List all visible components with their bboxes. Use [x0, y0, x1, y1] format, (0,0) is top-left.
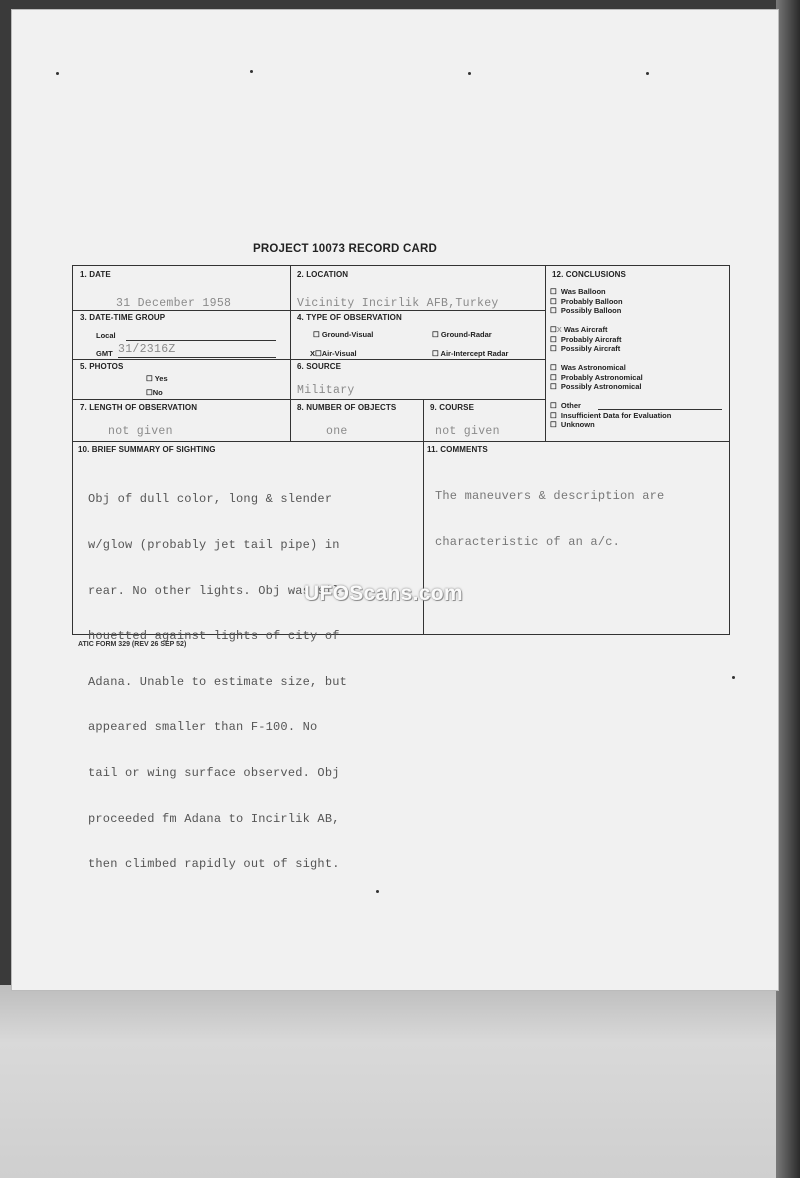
- aircraft-mark: X: [556, 325, 562, 334]
- conclusion-text: Possibly Balloon: [560, 306, 622, 315]
- checkbox: ☐: [550, 382, 557, 391]
- length-of-observation-value: not given: [108, 425, 173, 438]
- photos-no-text: No: [152, 388, 163, 397]
- checkbox: ☐: [550, 306, 557, 315]
- speck: [376, 890, 379, 893]
- scanner-edge: [776, 0, 800, 1178]
- checkbox: ☐: [550, 344, 557, 353]
- number-of-objects-value: one: [326, 425, 348, 438]
- conclusion-was-aircraft: [550, 325, 621, 335]
- speck: [250, 70, 253, 73]
- local-line: [126, 340, 276, 341]
- conclusion-possibly-astronomical: [550, 382, 643, 392]
- summary-line: rear. No other lights. Obj was sil-: [88, 583, 348, 598]
- comments-line: The maneuvers & description are: [435, 489, 665, 504]
- location-label: 2. LOCATION: [297, 270, 349, 279]
- conclusion-text: Possibly Aircraft: [560, 344, 621, 353]
- checkbox: ☐: [550, 296, 557, 306]
- checkbox: ☐: [313, 330, 320, 339]
- course-label: 9. COURSE: [430, 403, 475, 412]
- checkbox: ☐: [550, 363, 557, 372]
- number-of-objects-label: 8. NUMBER OF OBJECTS: [297, 403, 397, 412]
- watermark: UFOScans.com: [304, 582, 463, 605]
- summary-line: then climbed rapidly out of sight.: [88, 857, 340, 872]
- conclusion-possibly-aircraft: [550, 344, 621, 354]
- summary-line: Adana. Unable to estimate size, but: [88, 674, 348, 689]
- speck: [732, 676, 735, 679]
- summary-line: appeared smaller than F-100. No: [88, 720, 318, 735]
- air-intercept-radar-option: [432, 349, 508, 358]
- local-label: Local: [96, 331, 116, 340]
- conclusion-text: Probably Astronomical: [560, 372, 643, 382]
- summary-label: 10. BRIEF SUMMARY OF SIGHTING: [78, 445, 216, 454]
- air-visual-mark: X: [310, 349, 316, 358]
- air-visual-text: Air-Visual: [321, 349, 357, 358]
- air-visual-option: [310, 349, 357, 358]
- conclusion-text: Insufficient Data for Evaluation: [560, 410, 672, 420]
- comments-label: 11. COMMENTS: [427, 445, 488, 454]
- conclusion-was-balloon: [550, 287, 623, 297]
- checkbox: ☐: [550, 410, 557, 420]
- checkbox: ☐: [550, 401, 557, 410]
- ground-visual-option: [313, 330, 373, 339]
- summary-line: tail or wing surface observed. Obj: [88, 766, 340, 781]
- conclusion-text: Possibly Astronomical: [560, 382, 642, 391]
- summary-line: proceeded fm Adana to Incirlik AB,: [88, 811, 340, 826]
- conclusion-insufficient-data: [550, 411, 671, 421]
- divider: [72, 359, 545, 360]
- photos-label: 5. PHOTOS: [80, 362, 124, 371]
- gmt-label: GMT: [96, 349, 113, 358]
- date-time-group-label: 3. DATE-TIME GROUP: [80, 313, 166, 322]
- photos-yes-text: Yes: [154, 374, 168, 383]
- divider: [72, 441, 730, 442]
- ground-radar-option: [432, 330, 492, 339]
- divider: [545, 266, 546, 442]
- checkbox: ☐: [550, 325, 557, 334]
- length-of-observation-label: 7. LENGTH OF OBSERVATION: [80, 403, 198, 412]
- ground-radar-text: Ground-Radar: [440, 330, 492, 339]
- speck: [646, 72, 649, 75]
- conclusions-label: 12. CONCLUSIONS: [552, 270, 626, 279]
- comments-line: characteristic of an a/c.: [435, 535, 621, 550]
- conclusion-text: Other: [560, 401, 581, 410]
- type-of-observation-label: 4. TYPE OF OBSERVATION: [297, 313, 402, 322]
- ground-visual-text: Ground-Visual: [321, 330, 374, 339]
- conclusion-probably-balloon: [550, 297, 623, 307]
- summary-text: [88, 462, 347, 888]
- conclusions-balloon-group: [550, 287, 623, 316]
- checkbox: ☐: [146, 388, 153, 397]
- air-intercept-radar-text: Air-Intercept Radar: [440, 349, 509, 358]
- divider: [290, 266, 291, 442]
- summary-line: Obj of dull color, long & slender: [88, 492, 333, 507]
- checkbox: ☐: [315, 349, 322, 358]
- conclusions-other-group: [550, 401, 671, 430]
- source-label: 6. SOURCE: [297, 362, 342, 371]
- conclusions-astronomical-group: [550, 363, 643, 392]
- gmt-value: 31/2316Z: [118, 343, 176, 356]
- other-blank-line: [598, 409, 722, 410]
- checkbox: ☐: [550, 334, 557, 344]
- conclusion-text: Probably Aircraft: [560, 334, 622, 344]
- speck: [56, 72, 59, 75]
- checkbox: ☐: [550, 420, 557, 429]
- checkbox: ☐: [550, 372, 557, 382]
- conclusion-probably-aircraft: [550, 335, 621, 345]
- conclusion-text: Probably Balloon: [560, 296, 623, 306]
- checkbox: ☐: [146, 374, 153, 383]
- photos-yes-option: [146, 374, 168, 383]
- conclusion-text: Was Balloon: [560, 287, 606, 296]
- divider: [72, 399, 545, 400]
- source-value: Military: [297, 384, 355, 397]
- gmt-line: [118, 357, 276, 358]
- summary-line: w/glow (probably jet tail pipe) in: [88, 538, 340, 553]
- date-label: 1. DATE: [80, 270, 111, 279]
- conclusion-probably-astronomical: [550, 373, 643, 383]
- photos-no-option: [146, 388, 163, 397]
- divider: [72, 310, 545, 311]
- card-title: PROJECT 10073 RECORD CARD: [253, 243, 437, 255]
- form-footer: ATIC FORM 329 (REV 26 SEP 52): [78, 641, 187, 648]
- checkbox: ☐: [550, 287, 557, 296]
- scanner-background-strip: [0, 985, 800, 1178]
- speck: [468, 72, 471, 75]
- conclusion-text: Was Astronomical: [560, 363, 626, 372]
- conclusion-was-astronomical: [550, 363, 643, 373]
- conclusion-unknown: [550, 420, 671, 430]
- conclusion-possibly-balloon: [550, 306, 623, 316]
- checkbox: ☐: [432, 330, 439, 339]
- location-value: Vicinity Incirlik AFB,Turkey: [297, 297, 499, 310]
- checkbox: ☐: [432, 349, 439, 358]
- conclusion-text: Was Aircraft: [563, 325, 608, 334]
- conclusion-text: Unknown: [560, 420, 595, 429]
- summary-line: houetted against lights of city of: [88, 629, 340, 644]
- conclusions-aircraft-group: [550, 325, 621, 354]
- date-value: 31 December 1958: [116, 297, 232, 310]
- comments-text: [435, 459, 664, 565]
- course-value: not given: [435, 425, 500, 438]
